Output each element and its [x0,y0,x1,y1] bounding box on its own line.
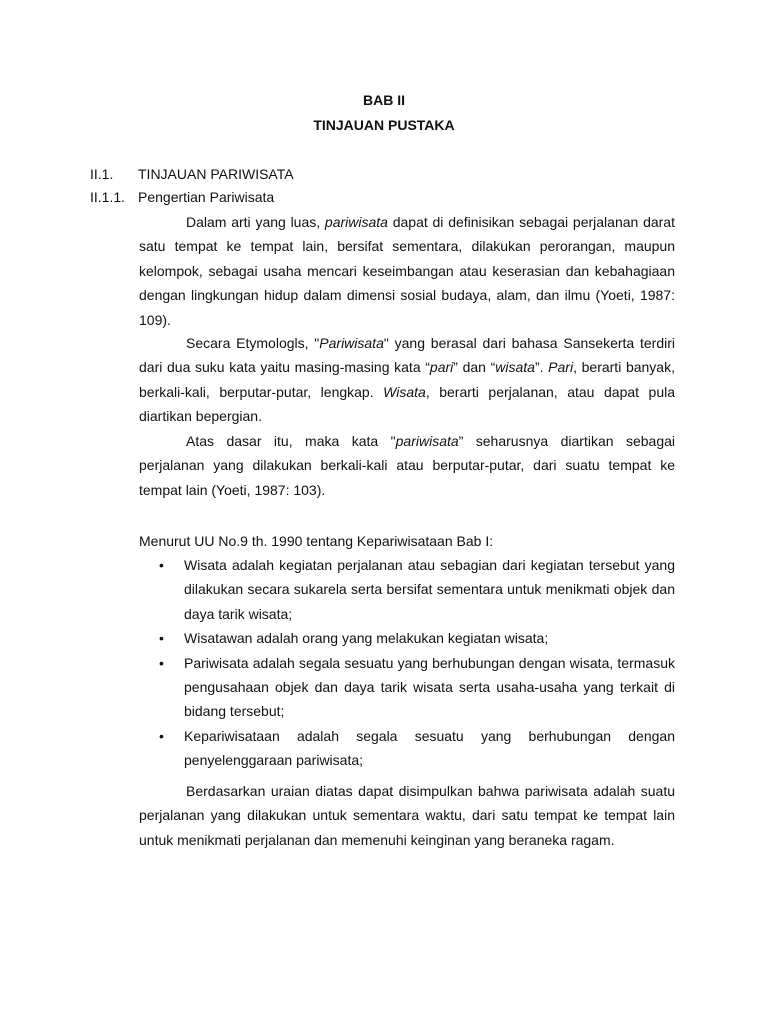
subsection-title: Pengertian Pariwisata [138,189,275,205]
list-item [139,553,675,626]
bullet-icon: • [159,654,164,671]
chapter-label: BAB II [363,92,405,108]
paragraph-meaning [139,429,675,502]
section-number: II.1. [90,166,114,182]
list-item [139,651,675,724]
italic-term: Pariwisata [319,335,384,351]
law-intro: Menurut UU No.9 th. 1990 tentang Kepariwisataan Bab I: [139,533,494,549]
text-run: ” dan “ [453,359,496,376]
subsection-number: II.1.1. [90,189,126,205]
italic-term: wisata [495,359,535,376]
bullet-icon: • [159,727,164,744]
list-item-text: Wisata adalah kegiatan perjalanan atau sebagian dari kegiatan tersebut yang dilakukan secara sukarela serta bersifat sementara untuk menikmati objek dan daya tarik wisata; [184,557,675,622]
text-run: Secara Etymologls, " [186,335,320,351]
paragraph-etymology [139,331,675,429]
text-run: Berdasarkan uraian diatas dapat disimpulkan bahwa pariwisata adalah suatu perjalanan yang dilakukan untuk sementara waktu, dari satu tempat ke tempat lain untuk menikmati perjalanan dan memenuhi keinginan yang beraneka ragam. [139,783,675,848]
bullet-list [139,553,675,773]
list-item-text: Kepariwisataan adalah segala sesuatu yang berhubungan dengan penyelenggaraan pariwisata; [184,727,675,769]
chapter-title: TINJAUAN PUSTAKA [313,117,455,133]
italic-term: pari [429,359,454,376]
italic-term: Pari [548,359,574,376]
text-run: Atas dasar itu, maka kata " [186,433,396,449]
subsection-heading [90,189,274,205]
paragraph-definition [139,210,675,332]
section-title: TINJAUAN PARIWISATA [138,166,294,182]
text-run: , berarti banyak, berkali-kali, berputar-putar, lengkap. [139,359,675,400]
bullet-icon: • [159,557,164,573]
paragraph-conclusion [139,779,675,852]
section-heading [90,166,294,182]
italic-term: pariwisata [395,433,459,449]
list-item-text: Pariwisata adalah segala sesuatu yang berhubungan dengan wisata, termasuk pengusahaan objek dan daya tarik wisata serta usaha-usaha yang terkait di bidang tersebut; [184,654,675,720]
list-item [139,724,675,773]
list-item [139,626,675,650]
list-item-text: Wisatawan adalah orang yang melakukan kegiatan wisata; [184,630,549,647]
text-run: ” seharusnya diartikan sebagai perjalanan yang dilakukan berkali-kali atau berputar-putar, dari suatu tempat ke tempat lain (Yoeti, 1987: 103). [139,433,675,498]
italic-term: pariwisata [324,214,388,230]
text-run: Dalam arti yang luas, [186,214,325,230]
italic-term: Wisata [383,383,426,400]
text-run: dapat di definisikan sebagai perjalanan darat satu tempat ke tempat lain, bersifat sementara, dilakukan perorangan, maupun kelompok, sebagai usaha mencari keseimbangan atau keserasian dan kebahagiaan dengan lingkungan hidup dalam dimensi sosial budaya, alam, dan ilmu (Yoeti, 1987: 109). [139,214,675,328]
text-run: , berarti perjalanan, atau dapat pula diartikan bepergian. [139,383,676,425]
text-run: ”. [534,359,549,376]
bullet-icon: • [159,630,164,647]
text-run: " yang berasal dari bahasa Sansekerta terdiri dari dua suku kata yaitu masing-masing kata “ [139,335,675,376]
